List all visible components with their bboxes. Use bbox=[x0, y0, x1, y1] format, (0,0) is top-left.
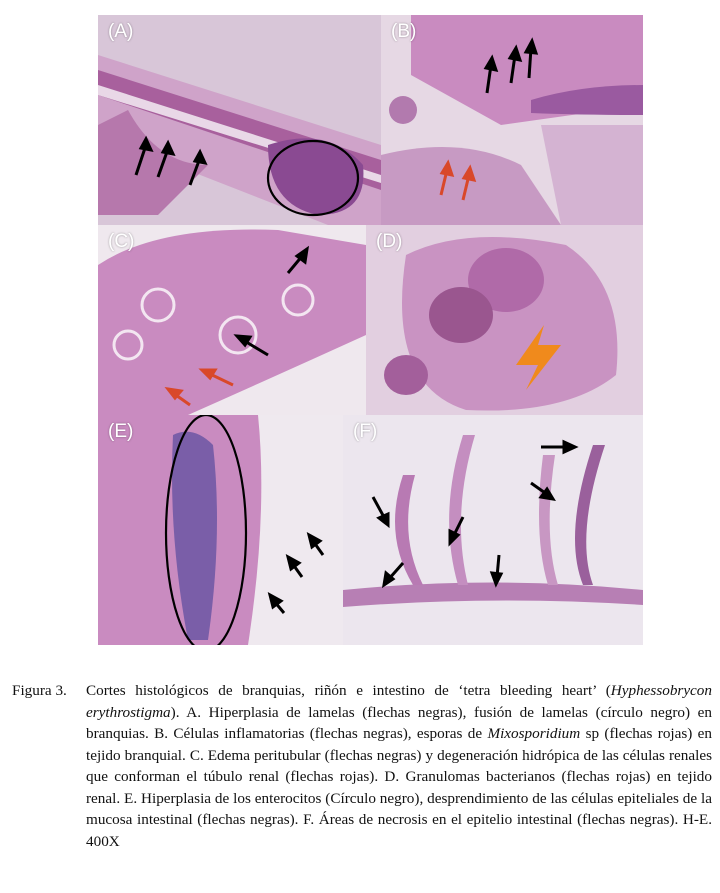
figure-caption bbox=[12, 680, 712, 852]
caption-genus: Mixosporidium bbox=[487, 725, 581, 742]
caption-segment-3: sp (flechas rojas) en tejido branquial. C. Edema peritubular (flechas negras) y degeneración hidrópica de las células renales que conforman el túbulo renal (flechas rojas). D. Granulomas bacterianos (flechas rojas) en tejido renal. E. Hiperplasia de los enterocitos (Círculo negro), desprendimiento de las células epiteliales de la mucosa intestinal (flechas negras). F. Áreas de necrosis en el epitelio intestinal (flechas negras). H-E. 400X bbox=[86, 725, 713, 850]
panel-label-e: (E) bbox=[108, 421, 134, 442]
caption-text bbox=[86, 680, 712, 852]
micrograph-panel-b bbox=[381, 15, 643, 225]
panel-label-a: (A) bbox=[108, 21, 134, 42]
micrograph-panel-e bbox=[98, 415, 343, 645]
micrograph-panel-f bbox=[343, 415, 643, 645]
panel-label-f: (F) bbox=[353, 421, 378, 442]
panel-label-b: (B) bbox=[391, 21, 417, 42]
caption-label: Figura 3. bbox=[12, 682, 67, 699]
micrograph-panel-a bbox=[98, 15, 381, 225]
panel-label-d: (D) bbox=[376, 231, 403, 252]
panel-label-c: (C) bbox=[108, 231, 135, 252]
micrograph-panel-d bbox=[366, 225, 643, 415]
micrograph-panel-c bbox=[98, 225, 366, 415]
caption-segment-2: ). A. Hiperplasia de lamelas (flechas negras), fusión de lamelas (círculo negro) en branquias. B. Células inflamatorias (flechas negras), esporas de bbox=[86, 703, 712, 742]
caption-species: Hyphessobrycon erythrostigma bbox=[86, 682, 712, 721]
caption-segment-1: Cortes histológicos de branquias, riñón e intestino de ‘tetra bleeding heart’ ( bbox=[86, 682, 611, 699]
